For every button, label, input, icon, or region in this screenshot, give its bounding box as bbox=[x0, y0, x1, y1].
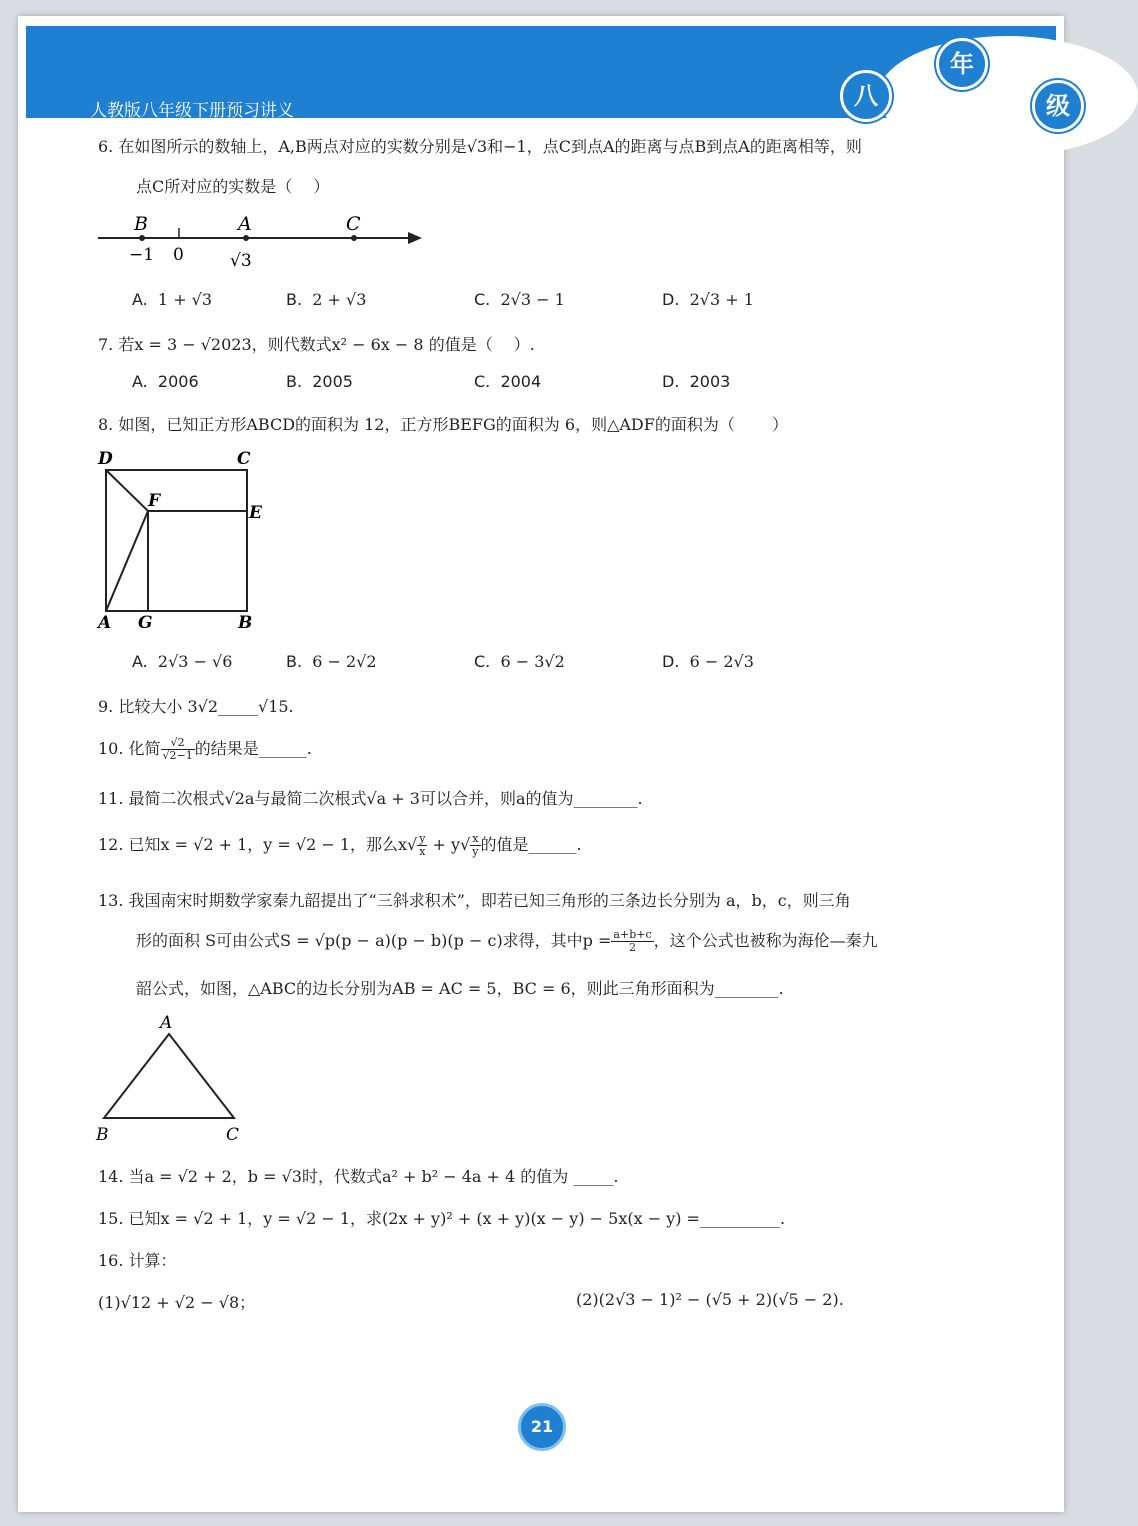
q6-line1: 6. 在如图所示的数轴上，A,B两点对应的实数分别是√3和−1，点C到点A的距离与点B到点A的距离相等，则 bbox=[98, 137, 862, 156]
q16-part2: (2)(2√3 − 1)² − (√5 + 2)(√5 − 2). bbox=[576, 1290, 844, 1309]
document-page bbox=[18, 16, 1070, 1512]
triangle-abc bbox=[104, 1034, 234, 1118]
q13-line3: 韶公式，如图，△ABC的边长分别为AB = AC = 5，BC = 6，则此三角形面积为________. bbox=[136, 979, 784, 998]
q10-fraction: $\frac{√2}{√2-1}$ bbox=[162, 736, 193, 762]
header-decor-arc bbox=[878, 36, 1138, 156]
q16-title: 16. 计算： bbox=[98, 1251, 177, 1270]
q6-option-a: A. 1 + √3 bbox=[132, 290, 213, 309]
q6-option-b: B. 2 + √3 bbox=[286, 290, 367, 309]
tick-sqrt3: √3 bbox=[230, 251, 252, 271]
grade-badge-ba: 八 bbox=[840, 70, 892, 122]
q7-option-c: C. 2004 bbox=[474, 372, 542, 391]
grade-badge-ji: 级 bbox=[1032, 80, 1084, 132]
q13-line1: 13. 我国南宋时期数学家秦九韶提出了“三斜求积术”，即若已知三角形的三条边长分别为 a，b，c，则三角 bbox=[98, 891, 851, 910]
q16-part1: (1)√12 + √2 − √8； bbox=[98, 1293, 256, 1312]
q8-option-a: A. 2√3 − √6 bbox=[132, 652, 233, 671]
label-f: F bbox=[148, 491, 161, 511]
label-a: A bbox=[160, 1013, 173, 1033]
grade-badge-nian: 年 bbox=[936, 38, 988, 90]
q7-line: 7. 若x = 3 − √2023，则代数式x² − 6x − 8 的值是（ ）. bbox=[98, 335, 535, 354]
q6-option-d: D. 2√3 + 1 bbox=[662, 290, 754, 309]
label-c: C bbox=[346, 213, 361, 235]
label-b: B bbox=[96, 1125, 109, 1145]
label-c: C bbox=[237, 449, 251, 469]
q9-line: 9. 比较大小 3√2_____√15. bbox=[98, 697, 294, 716]
segment-df bbox=[106, 470, 148, 511]
q14-line: 14. 当a = √2 + 2，b = √3时，代数式a² + b² − 4a + 4 的值为 _____. bbox=[98, 1167, 619, 1186]
square-figure bbox=[92, 448, 282, 633]
segment-af bbox=[106, 511, 148, 611]
q6-option-c: C. 2√3 − 1 bbox=[474, 290, 565, 309]
label-a: A bbox=[238, 213, 252, 235]
q8-line: 8. 如图，已知正方形ABCD的面积为 12，正方形BEFG的面积为 6，则△ADF的面积为（ ） bbox=[98, 415, 788, 434]
header-title: 人教版八年级下册预习讲义 bbox=[90, 101, 294, 121]
q7-option-d: D. 2003 bbox=[662, 372, 731, 391]
label-b: B bbox=[238, 613, 253, 633]
q10-line: 10. 化简 $\frac{√2}{√2-1}$ 的结果是______. bbox=[98, 736, 312, 762]
point-b-dot bbox=[139, 235, 145, 241]
point-a-dot bbox=[243, 235, 249, 241]
q7-option-a: A. 2006 bbox=[132, 372, 199, 391]
label-b: B bbox=[134, 213, 148, 235]
q8-option-c: C. 6 − 3√2 bbox=[474, 652, 565, 671]
q13-line2: 形的面积 S可由公式S = √p(p − a)(p − b)(p − c)求得，其中p = $\frac{a+b+c}{2}$ ，这个公式也被称为海伦—秦九 bbox=[136, 928, 878, 954]
point-c-dot bbox=[351, 235, 357, 241]
number-line-figure bbox=[92, 208, 432, 272]
page-number: 21 bbox=[518, 1403, 566, 1451]
tick-neg-one: −1 bbox=[129, 245, 155, 265]
q7-option-b: B. 2005 bbox=[286, 372, 353, 391]
label-g: G bbox=[138, 613, 153, 633]
q6-line2: 点C所对应的实数是（ ） bbox=[136, 177, 330, 196]
q8-option-b: B. 6 − 2√2 bbox=[286, 652, 377, 671]
q8-option-d: D. 6 − 2√3 bbox=[662, 652, 754, 671]
label-c: C bbox=[226, 1125, 240, 1145]
q11-line: 11. 最简二次根式√2a与最简二次根式√a + 3可以合并，则a的值为________. bbox=[98, 789, 643, 808]
label-e: E bbox=[249, 503, 262, 523]
number-line-arrow bbox=[408, 232, 422, 244]
square-befg bbox=[148, 511, 247, 611]
triangle-figure bbox=[92, 1012, 262, 1146]
tick-zero: 0 bbox=[173, 245, 184, 265]
label-d: D bbox=[98, 449, 113, 469]
q15-line: 15. 已知x = √2 + 1，y = √2 − 1，求(2x + y)² + (x + y)(x − y) − 5x(x − y) =__________. bbox=[98, 1209, 786, 1228]
q12-line: 12. 已知x = √2 + 1，y = √2 − 1，那么x√ $\frac{y}{x}$ + y√ $\frac{x}{y}$ 的值是______. bbox=[98, 832, 582, 858]
label-a: A bbox=[98, 613, 112, 633]
